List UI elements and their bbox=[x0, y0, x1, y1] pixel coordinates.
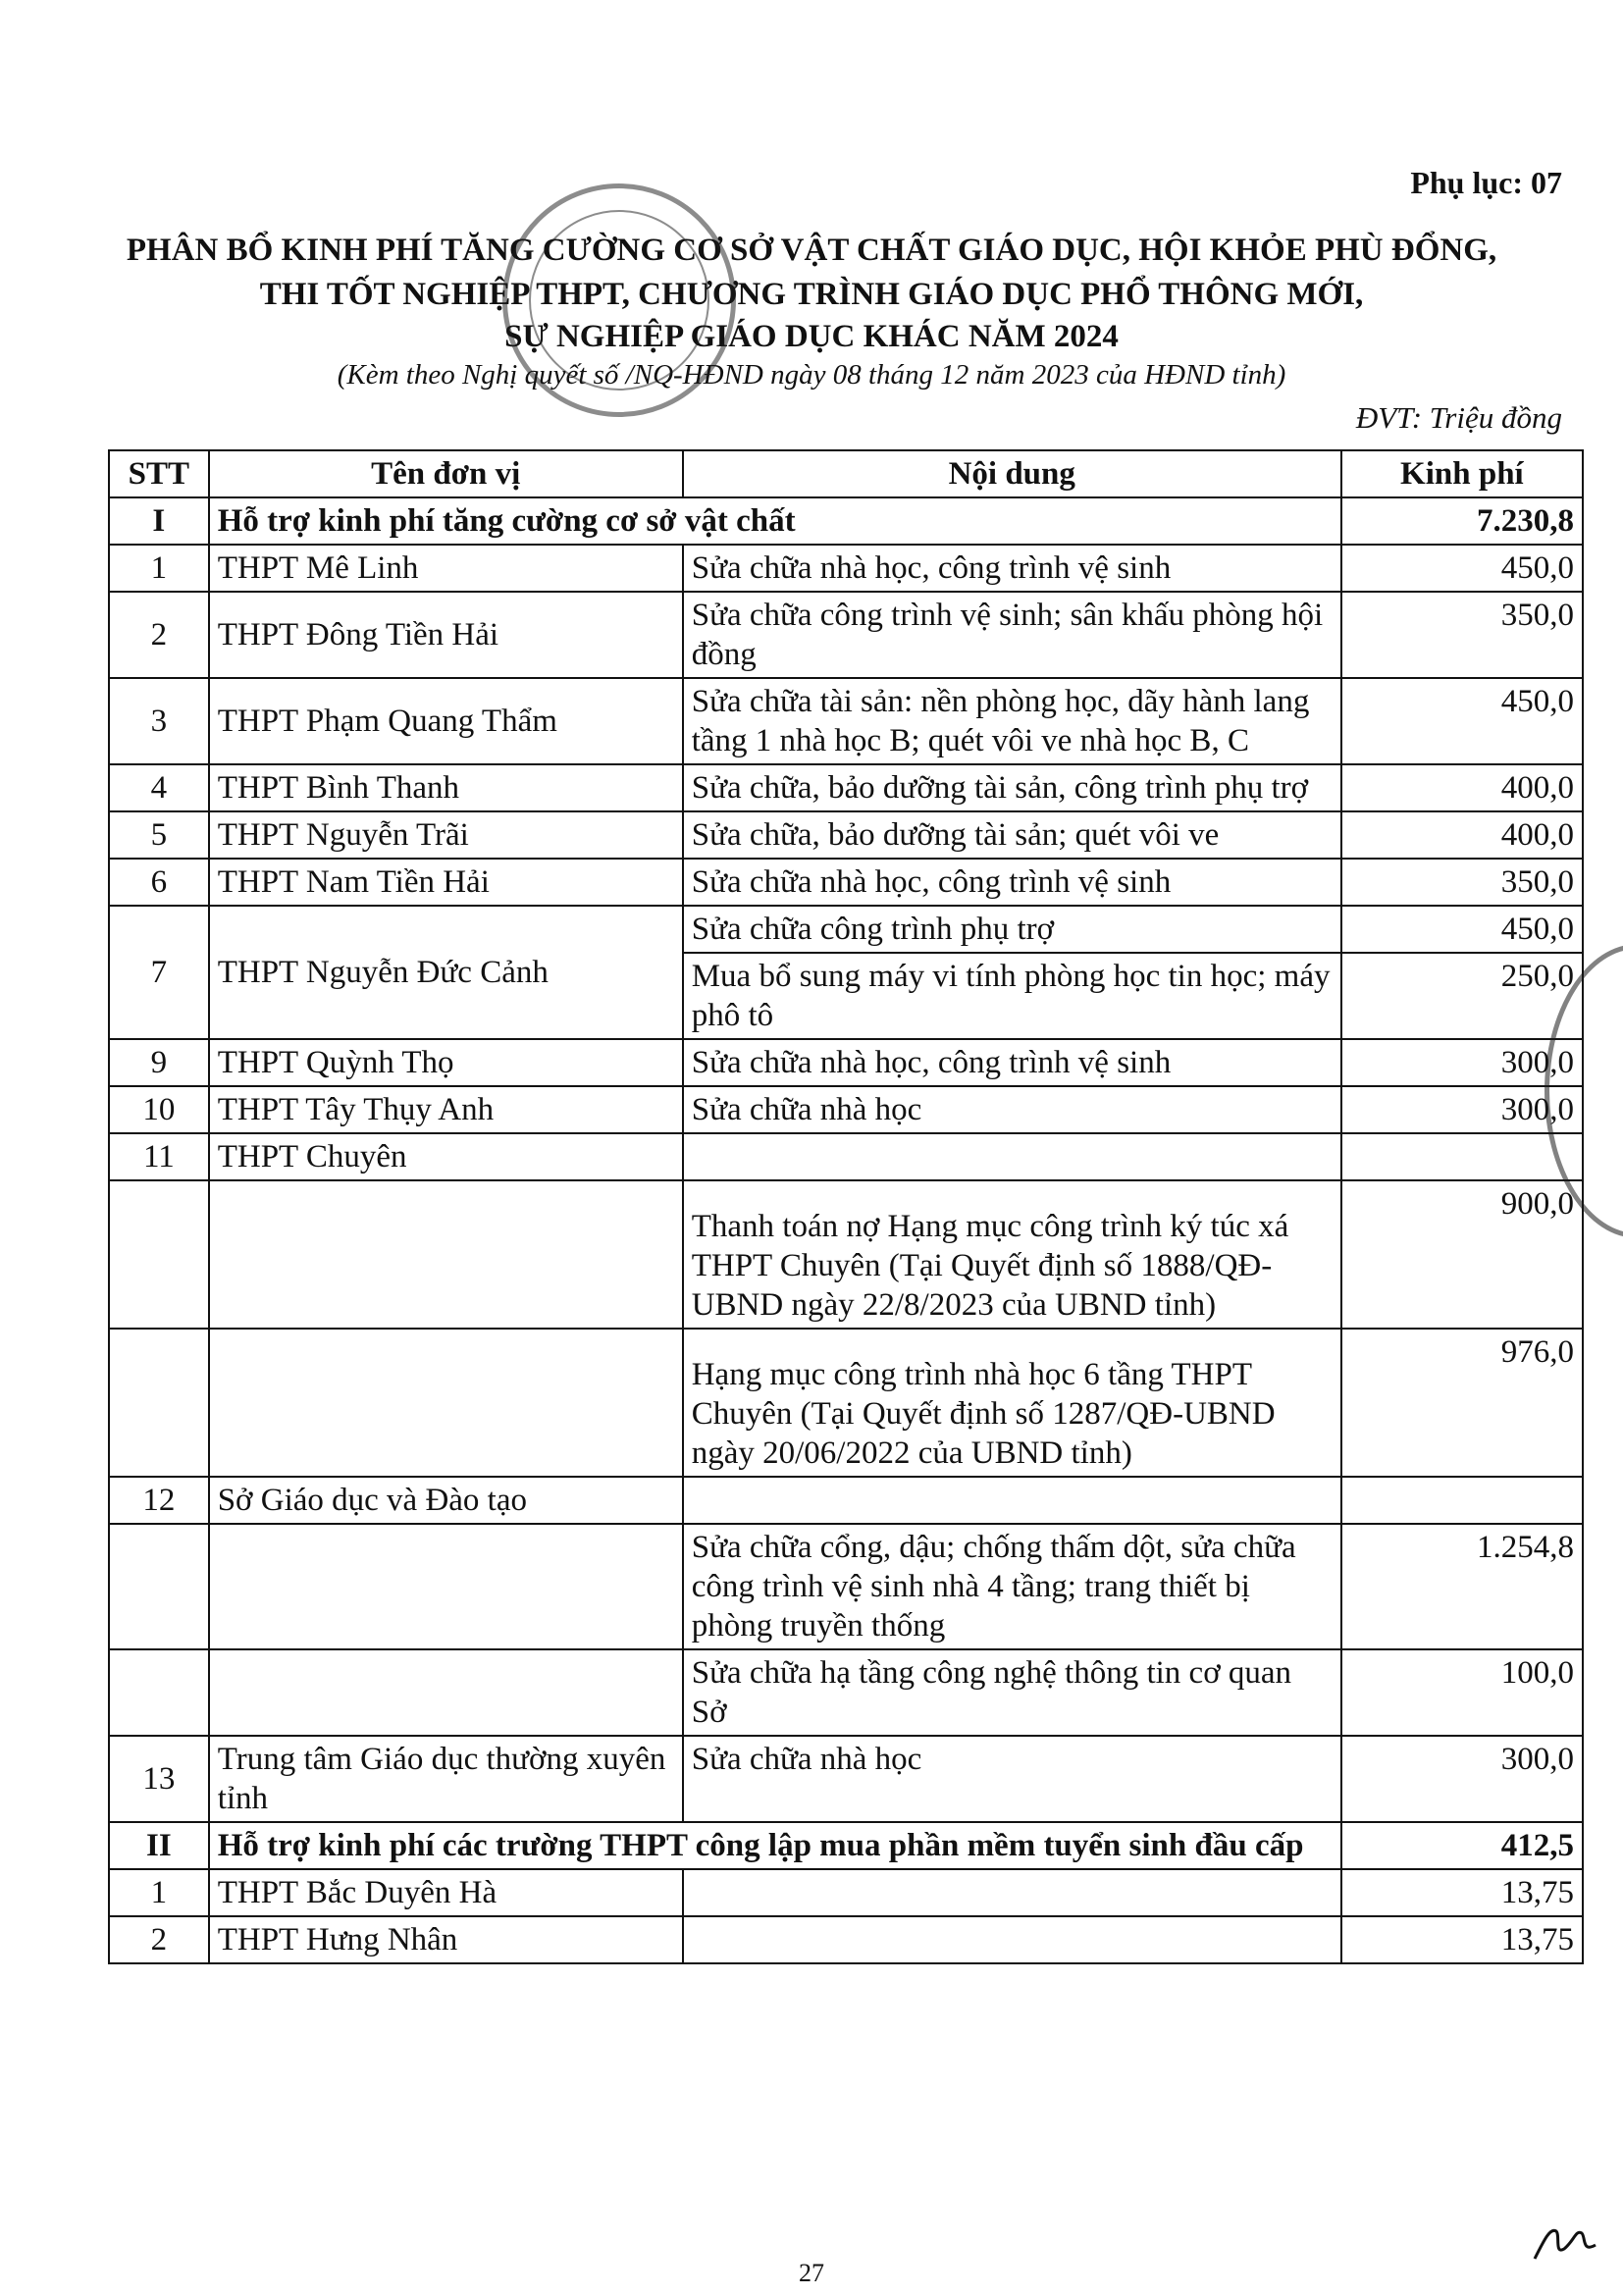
table-row bbox=[109, 1086, 1583, 1133]
row-amount: 450,0 bbox=[1341, 678, 1583, 764]
title-line-2: THI TỐT NGHIỆP THPT, CHƯƠNG TRÌNH GIÁO DỤC PHỔ THÔNG MỚI, bbox=[259, 277, 1364, 312]
row-unit-name: THPT Mê Linh bbox=[209, 545, 683, 592]
row-content: Sửa chữa tài sản: nền phòng học, dãy hành lang tầng 1 nhà học B; quét vôi ve nhà học B, C bbox=[683, 678, 1341, 764]
row-stt bbox=[109, 1329, 209, 1477]
row-amount: 350,0 bbox=[1341, 592, 1583, 678]
row-stt: 7 bbox=[109, 906, 209, 1039]
table-row bbox=[109, 906, 1583, 953]
row-unit-name: THPT Bình Thanh bbox=[209, 764, 683, 811]
row-stt bbox=[109, 1649, 209, 1736]
row-amount: 13,75 bbox=[1341, 1916, 1583, 1963]
row-unit-name: Trung tâm Giáo dục thường xuyên tỉnh bbox=[209, 1736, 683, 1822]
section-row bbox=[109, 1822, 1583, 1869]
row-content: Sửa chữa nhà học, công trình vệ sinh bbox=[683, 545, 1341, 592]
initials-signature bbox=[1531, 2219, 1599, 2263]
row-content: Sửa chữa công trình vệ sinh; sân khấu phòng hội đồng bbox=[683, 592, 1341, 678]
row-unit-name: THPT Phạm Quang Thẩm bbox=[209, 678, 683, 764]
row-content bbox=[683, 1869, 1341, 1916]
signature-mark bbox=[1531, 2219, 1599, 2263]
row-stt: 6 bbox=[109, 859, 209, 906]
row-unit-name: THPT Tây Thụy Anh bbox=[209, 1086, 683, 1133]
row-stt: 9 bbox=[109, 1039, 209, 1086]
title-line-1: PHÂN BỔ KINH PHÍ TĂNG CƯỜNG CƠ SỞ VẬT CHẤT GIÁO DỤC, HỘI KHỎE PHÙ ĐỔNG, bbox=[126, 233, 1497, 268]
row-unit-name: THPT Nguyễn Trãi bbox=[209, 811, 683, 859]
section-amount: 7.230,8 bbox=[1341, 497, 1583, 545]
title-line-3: SỰ NGHIỆP GIÁO DỤC KHÁC NĂM 2024 bbox=[504, 319, 1119, 354]
table-header-row bbox=[109, 450, 1583, 497]
row-amount: 350,0 bbox=[1341, 859, 1583, 906]
row-amount: 100,0 bbox=[1341, 1649, 1583, 1736]
row-amount: 250,0 bbox=[1341, 953, 1583, 1039]
table-row bbox=[109, 1736, 1583, 1822]
row-unit-name bbox=[209, 1524, 683, 1649]
row-stt: 1 bbox=[109, 545, 209, 592]
official-seal-stamp bbox=[502, 183, 736, 417]
row-stt: 11 bbox=[109, 1133, 209, 1180]
row-unit-name: Sở Giáo dục và Đào tạo bbox=[209, 1477, 683, 1524]
row-amount: 976,0 bbox=[1341, 1329, 1583, 1477]
row-content: Sửa chữa cổng, dậu; chống thấm dột, sửa chữa công trình vệ sinh nhà 4 tầng; trang thiết bị phòng truyền thống bbox=[683, 1524, 1341, 1649]
row-stt bbox=[109, 1524, 209, 1649]
row-content: Sửa chữa nhà học, công trình vệ sinh bbox=[683, 859, 1341, 906]
row-stt: 10 bbox=[109, 1086, 209, 1133]
row-unit-name: THPT Nguyễn Đức Cảnh bbox=[209, 906, 683, 1039]
row-amount: 400,0 bbox=[1341, 764, 1583, 811]
section-number: II bbox=[109, 1822, 209, 1869]
table-row bbox=[109, 1039, 1583, 1086]
row-amount bbox=[1341, 1477, 1583, 1524]
table-row bbox=[109, 1524, 1583, 1649]
row-stt: 2 bbox=[109, 592, 209, 678]
subtitle: (Kèm theo Nghị quyết số /NQ-HĐND ngày 08 tháng 12 năm 2023 của HĐND tỉnh) bbox=[337, 359, 1286, 391]
table-row bbox=[109, 1477, 1583, 1524]
row-unit-name: THPT Chuyên bbox=[209, 1133, 683, 1180]
row-stt: 12 bbox=[109, 1477, 209, 1524]
row-content: Sửa chữa hạ tầng công nghệ thông tin cơ quan Sở bbox=[683, 1649, 1341, 1736]
row-unit-name bbox=[209, 1649, 683, 1736]
column-header-content: Nội dung bbox=[683, 450, 1341, 497]
section-title: Hỗ trợ kinh phí tăng cường cơ sở vật chất bbox=[209, 497, 1341, 545]
table-row bbox=[109, 1869, 1583, 1916]
section-amount: 412,5 bbox=[1341, 1822, 1583, 1869]
table-row bbox=[109, 1133, 1583, 1180]
table-row bbox=[109, 1649, 1583, 1736]
column-header-unit-name: Tên đơn vị bbox=[209, 450, 683, 497]
row-amount: 1.254,8 bbox=[1341, 1524, 1583, 1649]
appendix-label: Phụ lục: 07 bbox=[1410, 165, 1562, 200]
table-row bbox=[109, 859, 1583, 906]
row-content: Sửa chữa, bảo dưỡng tài sản; quét vôi ve bbox=[683, 811, 1341, 859]
row-amount bbox=[1341, 1133, 1583, 1180]
section-number: I bbox=[109, 497, 209, 545]
row-content bbox=[683, 1916, 1341, 1963]
row-content: Sửa chữa nhà học bbox=[683, 1086, 1341, 1133]
column-header-stt: STT bbox=[109, 450, 209, 497]
column-header-amount: Kinh phí bbox=[1341, 450, 1583, 497]
row-stt: 3 bbox=[109, 678, 209, 764]
unit-label: ĐVT: Triệu đồng bbox=[1355, 400, 1562, 435]
row-content: Sửa chữa, bảo dưỡng tài sản, công trình phụ trợ bbox=[683, 764, 1341, 811]
row-stt: 1 bbox=[109, 1869, 209, 1916]
row-amount: 300,0 bbox=[1341, 1086, 1583, 1133]
row-content: Mua bổ sung máy vi tính phòng học tin học; máy phô tô bbox=[683, 953, 1341, 1039]
table-row bbox=[109, 678, 1583, 764]
row-stt: 5 bbox=[109, 811, 209, 859]
row-content: Sửa chữa nhà học, công trình vệ sinh bbox=[683, 1039, 1341, 1086]
row-content: Thanh toán nợ Hạng mục công trình ký túc xá THPT Chuyên (Tại Quyết định số 1888/QĐ-UBND ngày 22/8/2023 của UBND tỉnh) bbox=[683, 1180, 1341, 1329]
row-content bbox=[683, 1133, 1341, 1180]
row-content: Sửa chữa công trình phụ trợ bbox=[683, 906, 1341, 953]
page-number: 27 bbox=[799, 2259, 824, 2287]
row-unit-name: THPT Đông Tiền Hải bbox=[209, 592, 683, 678]
table-row bbox=[109, 764, 1583, 811]
row-stt: 2 bbox=[109, 1916, 209, 1963]
row-unit-name: THPT Bắc Duyên Hà bbox=[209, 1869, 683, 1916]
row-content: Hạng mục công trình nhà học 6 tầng THPT Chuyên (Tại Quyết định số 1287/QĐ-UBND ngày 20/06/2022 của UBND tỉnh) bbox=[683, 1329, 1341, 1477]
row-content bbox=[683, 1477, 1341, 1524]
row-amount: 300,0 bbox=[1341, 1039, 1583, 1086]
table-row bbox=[109, 1916, 1583, 1963]
row-stt bbox=[109, 1180, 209, 1329]
table-row bbox=[109, 592, 1583, 678]
table-row bbox=[109, 811, 1583, 859]
row-unit-name: THPT Quỳnh Thọ bbox=[209, 1039, 683, 1086]
table-row bbox=[109, 545, 1583, 592]
table-row bbox=[109, 1329, 1583, 1477]
row-amount: 450,0 bbox=[1341, 906, 1583, 953]
section-row bbox=[109, 497, 1583, 545]
row-amount: 400,0 bbox=[1341, 811, 1583, 859]
row-amount: 13,75 bbox=[1341, 1869, 1583, 1916]
row-unit-name: THPT Nam Tiền Hải bbox=[209, 859, 683, 906]
section-title: Hỗ trợ kinh phí các trường THPT công lập mua phần mềm tuyển sinh đầu cấp bbox=[209, 1822, 1341, 1869]
table-row bbox=[109, 1180, 1583, 1329]
row-unit-name bbox=[209, 1329, 683, 1477]
row-stt: 4 bbox=[109, 764, 209, 811]
row-unit-name bbox=[209, 1180, 683, 1329]
row-amount: 900,0 bbox=[1341, 1180, 1583, 1329]
row-content: Sửa chữa nhà học bbox=[683, 1736, 1341, 1822]
row-amount: 300,0 bbox=[1341, 1736, 1583, 1822]
allocation-table bbox=[108, 449, 1584, 1964]
row-stt: 13 bbox=[109, 1736, 209, 1822]
row-amount: 450,0 bbox=[1341, 545, 1583, 592]
row-unit-name: THPT Hưng Nhân bbox=[209, 1916, 683, 1963]
